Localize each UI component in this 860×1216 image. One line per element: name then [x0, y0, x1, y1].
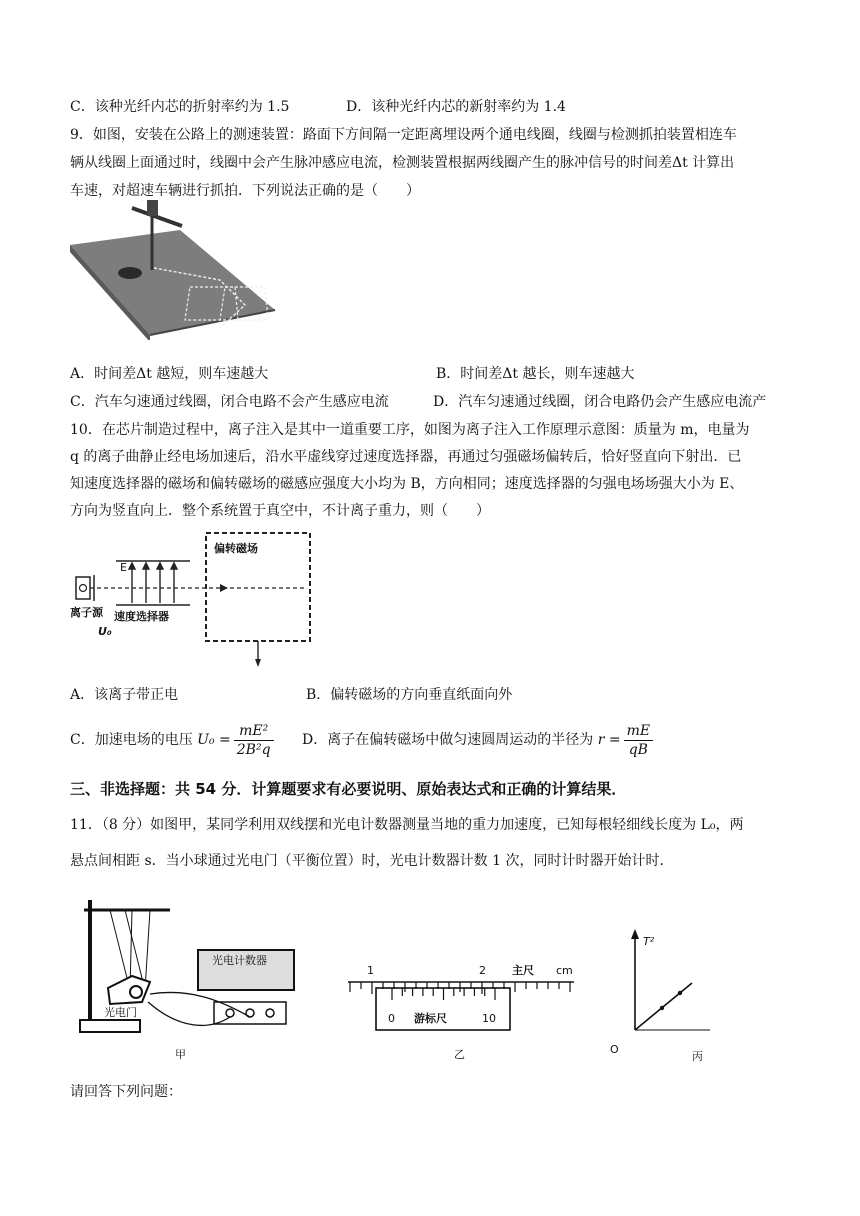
- vernier-label: 游标尺: [414, 1012, 447, 1025]
- velocity-selector-label: 速度选择器: [114, 610, 169, 623]
- option-c-fraction: $\frac{\text{mE²}}{\text{2B²q}}$: [234, 722, 274, 759]
- q9-option-c: C．汽车匀速通过线圈，闭合电路不会产生感应电流: [70, 394, 389, 410]
- data-point: [660, 1006, 664, 1010]
- vernier-label-0: 0: [388, 1012, 395, 1025]
- q10-option-b: B．偏转磁场的方向垂直纸面向外: [306, 687, 513, 703]
- q8-option-d: D．该种光纤内芯的新射率约为 1.4: [346, 99, 566, 115]
- e-field-arrows: [129, 563, 177, 603]
- main-tick-label-2: 2: [479, 964, 486, 977]
- q9-option-b: B．时间差Δt 越长，则车速越大: [436, 366, 635, 382]
- q10-stem-line-3: 知速度选择器的磁场和偏转磁场的磁感应强度大小均为 B，方向相同；速度选择器的匀强电场场强大小为 E、: [70, 476, 744, 492]
- photogate-label: 光电门: [104, 1006, 137, 1019]
- q9-stem-line-2: 辆从线圈上面通过时，线圈中会产生脉冲感应电流，检测装置根据两线圈产生的脉冲信号的时间差Δt 计算出: [70, 155, 735, 171]
- q10-stem-line-2: q 的离子曲静止经电场加速后，沿水平虚线穿过速度选择器，再通过匀强磁场偏转后，恰好竖直向下射出．已: [70, 449, 742, 465]
- photogate-icon: [108, 976, 150, 1004]
- ion-implant-figure: [70, 527, 330, 677]
- q10-option-a: A．该离子带正电: [70, 687, 179, 703]
- unit-label: cm: [556, 964, 573, 977]
- q9-option-d: D．汽车匀速通过线圈，闭合电路仍会产生感应电流产: [433, 394, 767, 410]
- q10-stem-line-4: 方向为竖直向上．整个系统置于真空中，不计离子重力，则（ ）: [70, 503, 490, 519]
- figure-bing-graph: [600, 925, 750, 1065]
- deflection-field-label: 偏转磁场: [214, 542, 258, 555]
- q9-stem-line-1: 9．如图，安装在公路上的测速装置：路面下方间隔一定距离埋设两个通电线圈，线圈与检测抓拍装置相连车: [70, 127, 737, 143]
- main-scale-label: 主尺: [512, 964, 534, 977]
- q10-option-d: D．离子在偏转磁场中做匀速圆周运动的半径为 r = $\frac{mE}{qB}$: [302, 720, 656, 760]
- data-point: [678, 991, 682, 995]
- q9-stem-line-3: 车速，对超速车辆进行抓拍．下列说法正确的是（ ）: [70, 183, 420, 199]
- u0-label: U₀: [98, 625, 112, 638]
- figure-yi-vernier: [342, 950, 582, 1060]
- q11-prompt: 请回答下列问题：: [70, 1084, 182, 1100]
- ion-source-box: [76, 577, 90, 599]
- q11-stem-line-2: 悬点间相距 s．当小球通过光电门（平衡位置）时，光电计数器计数 1 次，同时计时器开始计时．: [70, 853, 674, 869]
- option-d-lhs: r =: [597, 732, 621, 748]
- vernier-label-10: 10: [482, 1012, 496, 1025]
- q10-stem-line-1: 10．在芯片制造过程中，离子注入是其中一道重要工序，如图为离子注入工作原理示意图：质量为 m，电量为: [70, 422, 750, 438]
- car-icon: [118, 267, 142, 279]
- figure-yi-caption: 乙: [454, 1048, 465, 1060]
- ion-source-label: 离子源: [70, 606, 103, 619]
- section-heading: 三、非选择题：共 54 分．计算题要求有必要说明、原始表达式和正确的计算结果．: [70, 780, 627, 798]
- pendulum-ball: [130, 986, 142, 998]
- q9-option-a: A．时间差Δt 越短，则车速越大: [70, 366, 269, 382]
- t2-axis-label: T²: [643, 935, 655, 948]
- speed-camera-figure: [70, 190, 280, 340]
- q11-stem-line-1: 11．（8 分）如图甲，某同学利用双线摆和光电计数器测量当地的重力加速度，已知每根轻细线长度为 L₀，两: [70, 817, 744, 833]
- main-tick-label-1: 1: [367, 964, 374, 977]
- q8-option-c: C．该种光纤内芯的折射率约为 1.5: [70, 99, 290, 115]
- option-d-fraction: $\frac{mE}{qB}$: [624, 722, 654, 759]
- photo-counter-label: 光电计数器: [212, 954, 267, 967]
- e-label: E: [120, 561, 127, 574]
- option-c-lhs: U₀ =: [197, 732, 231, 748]
- vernier-ticks: [392, 988, 495, 1000]
- q10-option-c: C．加速电场的电压 U₀ = $\frac{\text{mE²}}{\text{2B²q}}$: [70, 720, 277, 760]
- origin-label: O: [610, 1043, 619, 1056]
- figure-jia-apparatus: [70, 890, 300, 1065]
- figure-bing-caption: 丙: [692, 1050, 703, 1063]
- figure-jia-caption: 甲: [175, 1048, 186, 1061]
